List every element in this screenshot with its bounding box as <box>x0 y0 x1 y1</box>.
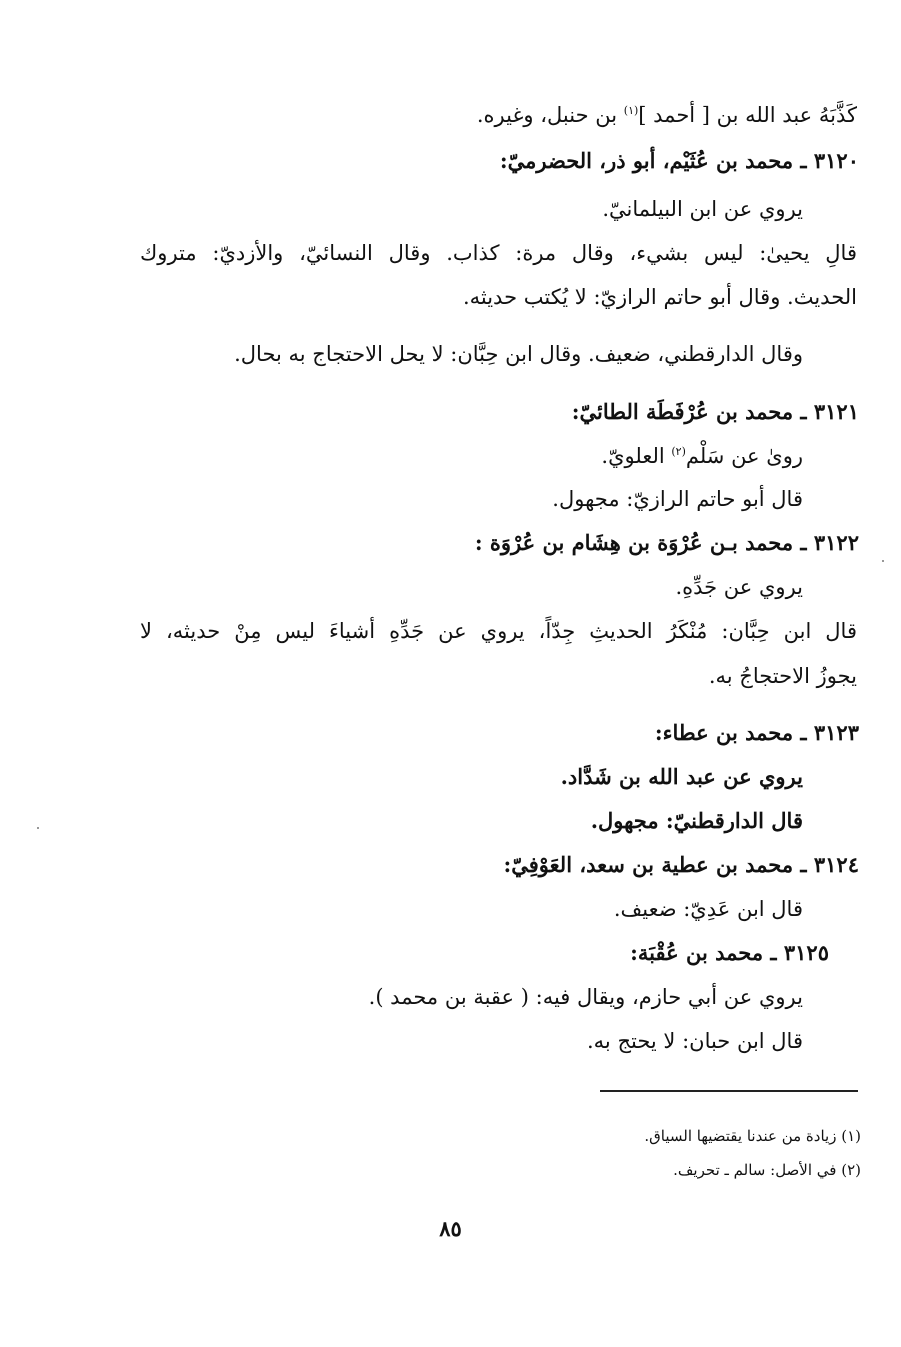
scan-speck <box>37 827 39 829</box>
entry-heading-3121: ٣١٢١ ـ محمد بن عُرْفَطَة الطائيّ: <box>571 399 859 424</box>
entry-heading-3122: ٣١٢٢ ـ محمد بـن عُرْوَة بن هِشَام بن عُرْوَة : <box>474 530 859 555</box>
text-line: قال ابن عَدِيّ: ضعيف. <box>613 897 803 921</box>
text-line: قال أبو حاتم الرازيّ: مجهول. <box>552 487 803 511</box>
text-line: قالِ يحيىٰ: ليس بشيء، وقال مرة: كذاب. وقال النسائيّ، والأزديّ: متروك <box>140 241 857 265</box>
text-line: يجوزُ الاحتجاجُ به. <box>708 664 857 688</box>
text-line: يروي عن أبي حازم، ويقال فيه: ( عقبة بن محمد ). <box>368 985 803 1009</box>
entry-heading-3120: ٣١٢٠ ـ محمد بن عُثَيْم، أبو ذر، الحضرميّ: <box>499 148 859 173</box>
entry-heading-3125: ٣١٢٥ ـ محمد بن عُقْبَة: <box>630 940 829 965</box>
text-line: قال ابن حبان: لا يحتج به. <box>587 1029 803 1053</box>
footnote-divider <box>600 1090 858 1092</box>
scan-speck <box>882 560 884 562</box>
footnote-1: (١) زيادة من عندنا يقتضيها السياق. <box>644 1127 861 1145</box>
entry-heading-3123: ٣١٢٣ ـ محمد بن عطاء: <box>654 720 859 745</box>
text-line: يروي عن ابن البيلمانيّ. <box>602 197 803 221</box>
text-line: وقال الدارقطني، ضعيف. وقال ابن حِبَّان: لا يحل الاحتجاج به بحال. <box>234 342 803 366</box>
page-number: ٨٥ <box>439 1216 462 1241</box>
text-line: يروي عن عبد الله بن شَدَّاد. <box>560 764 803 789</box>
text-span: روىٰ عن سَلْم <box>685 444 803 468</box>
text-span: كَذَّبَهُ عبد الله بن [ أحمد ] <box>638 103 857 127</box>
text-line <box>601 441 803 471</box>
entry-heading-3124: ٣١٢٤ ـ محمد بن عطية بن سعد، العَوْفِيّ: <box>503 852 859 877</box>
footnote-ref[interactable]: (٢) <box>671 445 686 458</box>
text-line: قال الدارقطنيّ: مجهول. <box>590 808 803 833</box>
text-line: الحديث. وقال أبو حاتم الرازيّ: لا يُكتب حديثه. <box>462 285 857 309</box>
footnote-ref[interactable]: (١) <box>623 104 639 117</box>
text-span: بن حنبل، وغيره. <box>476 103 624 127</box>
text-line: يروي عن جَدِّهِ. <box>675 575 803 599</box>
text-line: قال ابن حِبَّان: مُنْكَرُ الحديثِ جِدّاً، يروي عن جَدِّهِ أشياءَ ليس مِنْ حديثه، لا <box>140 619 857 643</box>
text-line <box>477 100 857 130</box>
footnote-2: (٢) في الأصل: سالم ـ تحريف. <box>673 1161 861 1179</box>
text-span: العلويّ. <box>601 444 672 468</box>
